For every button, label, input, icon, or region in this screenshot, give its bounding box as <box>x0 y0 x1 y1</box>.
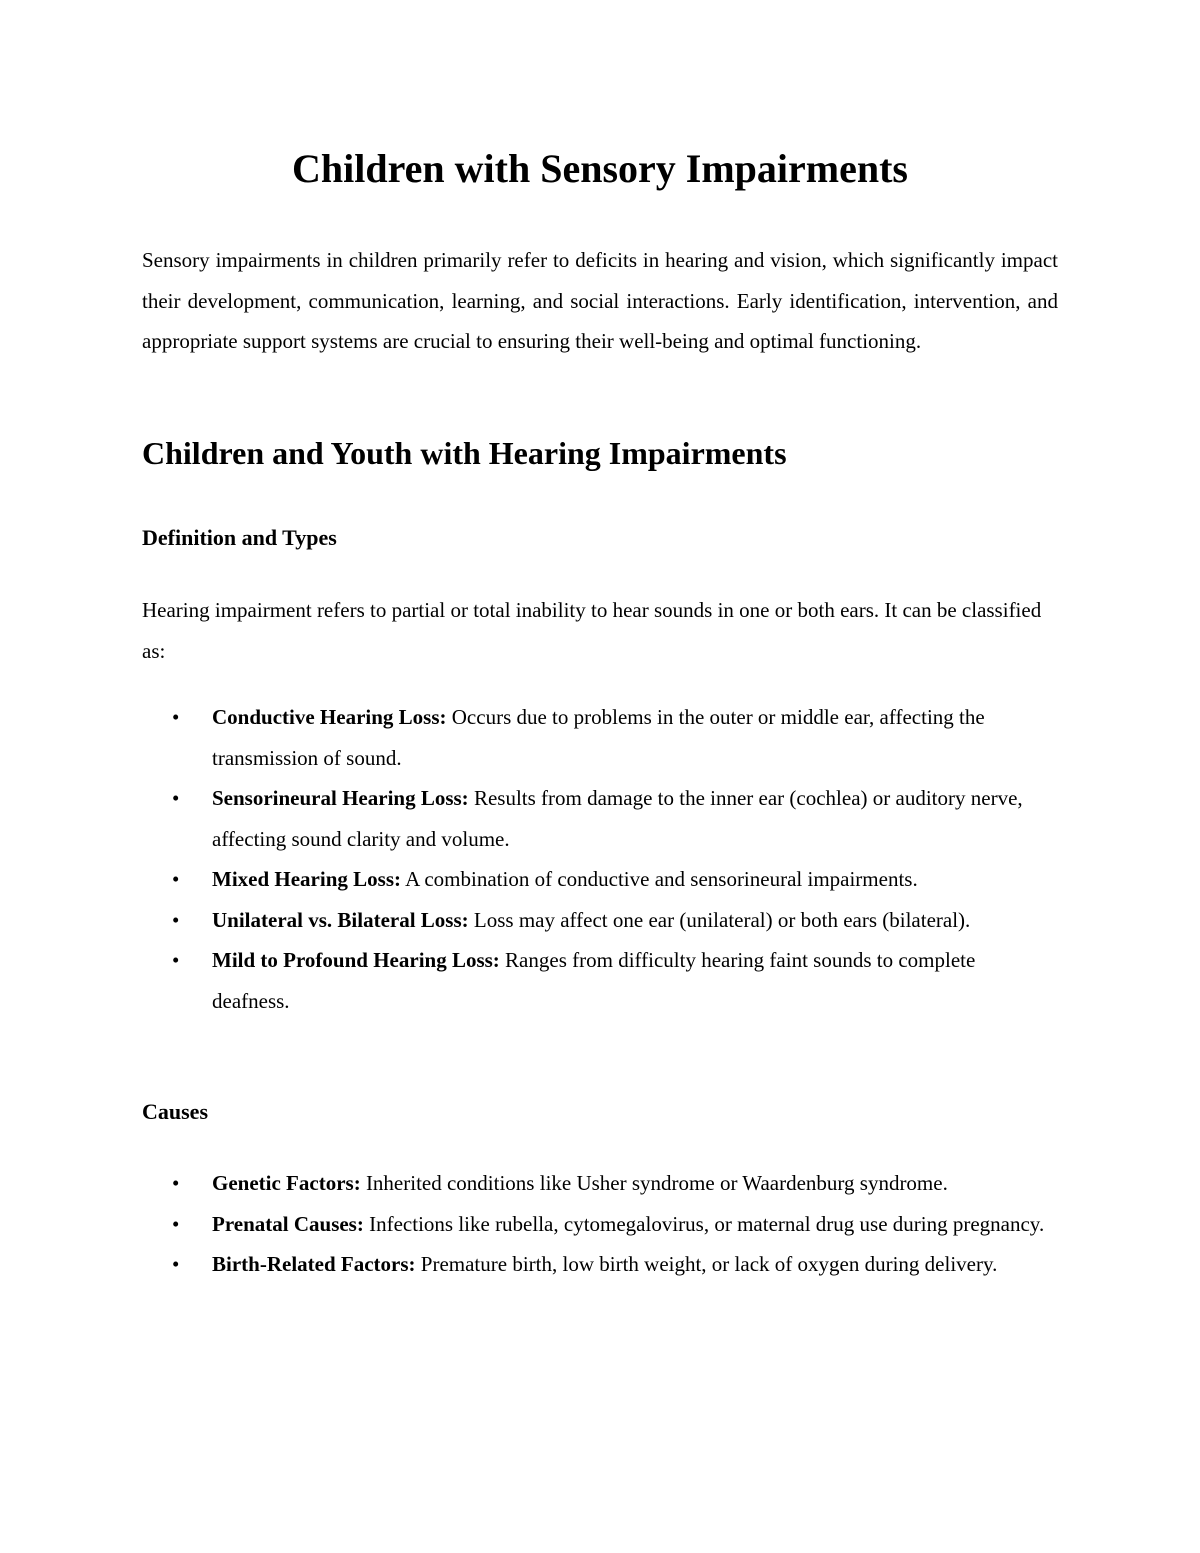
list-item-text: Inherited conditions like Usher syndrome or Waardenburg syndrome. <box>360 1171 948 1195</box>
causes-list <box>142 1163 1058 1285</box>
bullet-icon: • <box>172 1211 180 1236</box>
list-item <box>142 900 1058 941</box>
bullet-icon: • <box>172 907 180 932</box>
list-item-term: Genetic Factors: <box>212 1171 361 1195</box>
list-item-term: Birth-Related Factors: <box>212 1252 416 1276</box>
list-item-term: Prenatal Causes: <box>212 1211 364 1236</box>
list-item-text: Premature birth, low birth weight, or lack of oxygen during delivery. <box>415 1252 998 1276</box>
bullet-icon: • <box>172 786 180 810</box>
list-item <box>142 697 1058 778</box>
list-item-text: Loss may affect one ear (unilateral) or both ears (bilateral). <box>468 907 971 932</box>
list-item <box>142 1204 1058 1245</box>
intro-paragraph: Sensory impairments in children primarily refer to deficits in hearing and vision, which significantly impact their development, communication, learning, and social interactions. Early identification, intervention, and appropriate support systems are crucial to ensuring their well-being and optimal functioning. <box>142 248 1058 353</box>
bullet-icon: • <box>172 1171 180 1195</box>
list-item <box>142 940 1058 1021</box>
list-item-text: Occurs due to problems in the outer or middle ear, affecting the transmission of sound. <box>212 705 985 770</box>
list-item-term: Mixed Hearing Loss: <box>212 867 401 891</box>
list-item-term: Conductive Hearing Loss: <box>212 705 447 729</box>
definition-heading: Definition and Types <box>142 525 337 550</box>
bullet-icon: • <box>172 867 180 891</box>
list-item-text: Results from damage to the inner ear (cochlea) or auditory nerve, affecting sound clarity and volume. <box>212 786 1023 851</box>
list-item <box>142 1163 1058 1204</box>
list-item-term: Sensorineural Hearing Loss: <box>212 786 469 810</box>
bullet-icon: • <box>172 1252 180 1276</box>
list-item <box>142 1244 1058 1285</box>
bullet-icon: • <box>172 705 180 729</box>
list-item-term: Unilateral vs. Bilateral Loss: <box>212 907 469 932</box>
types-list <box>142 697 1058 1021</box>
list-item-text: Infections like rubella, cytomegalovirus, or maternal drug use during pregnancy. <box>363 1211 1045 1236</box>
list-item-text: A combination of conductive and sensorineural impairments. <box>401 867 918 891</box>
section-heading: Children and Youth with Hearing Impairments <box>142 435 787 471</box>
definition-paragraph: Hearing impairment refers to partial or total inability to hear sounds in one or both ears. It can be classified as: <box>142 598 1042 663</box>
causes-heading: Causes <box>142 1099 209 1124</box>
list-item-term: Mild to Profound Hearing Loss: <box>212 948 500 972</box>
list-item-text: Ranges from difficulty hearing faint sounds to complete deafness. <box>212 948 976 1013</box>
list-item <box>142 859 1058 900</box>
list-item <box>142 778 1058 859</box>
document-title: Children with Sensory Impairments <box>292 146 908 191</box>
bullet-icon: • <box>172 948 180 972</box>
